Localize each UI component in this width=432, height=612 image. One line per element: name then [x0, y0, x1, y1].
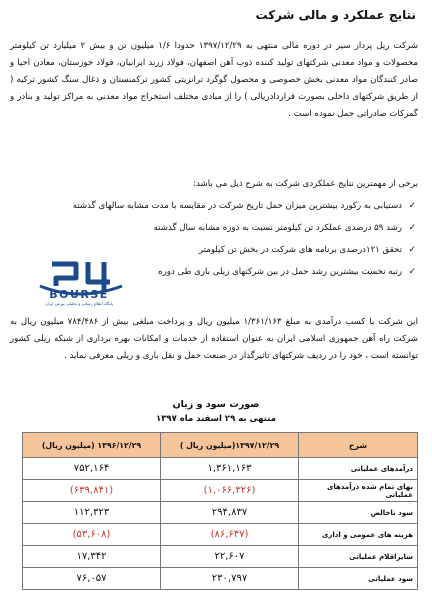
value-1397: ۲۳۰,۷۹۷ [161, 568, 299, 590]
value-1396: ۱۱۲,۳۲۳ [23, 502, 161, 524]
table-subtitle: منتهی به ۲۹ اسفند ماه ۱۳۹۷ [156, 414, 276, 424]
row-label: بهای تمام شده درآمدهای عملیاتی [299, 480, 418, 502]
value-1396: ۱۷,۳۴۲ [23, 546, 161, 568]
row-label: درآمدهای عملیاتی [299, 458, 418, 480]
value-1397: ۲۲,۶۰۷ [161, 546, 299, 568]
value-1397: ۲۹۴,۸۳۷ [161, 502, 299, 524]
logo-wordmark: BOURSE [49, 288, 109, 301]
value-1397: (۸۶,۶۴۷) [161, 524, 299, 546]
table-row [23, 502, 418, 524]
row-label: سود عملیاتی [299, 568, 418, 590]
value-1396: (۵۳,۶۰۸) [23, 524, 161, 546]
logo-subtitle: پایگاه اطلاع رسانی و تحلیلی بورس ایران [45, 301, 113, 306]
list-item-text: تحقق ۱۲۱درصدی برنامه های شرکت در بخش تن کیلومتر [198, 245, 402, 255]
table-header-row [23, 433, 418, 458]
table-row [23, 546, 418, 568]
paragraph-revenue: این شرکت با کسب درآمدی به مبلغ ۱/۳۶۱/۱۶۳ میلیون ریال و پرداخت مبلغی بیش از ۷۸۴/۴۸۶ میلیون ریال به شرکت راه آهن جمهوری اسلامی ایران به عنوان استفاده از خدمات و امکانات بهره برداری از شبکه ریلی کشور توانسته است ، خود را در ردیف شرکتهای تاثیرگذار در صنعت حمل و نقل باری و ریلی معرفی نماید . [10, 317, 418, 361]
paragraph-results-intro: برخی از مهمترین نتایج عملکردی شرکت به شرح ذیل می باشد: [193, 179, 418, 189]
table-row [23, 524, 418, 546]
list-item-text: دستیابی به رکورد بیشترین میزان حمل تاریخ شرکت در مقایسه با مدت مشابه سالهای گذشته [72, 201, 402, 211]
section-heading: نتایج عملکرد و مالی شرکت [255, 8, 416, 22]
column-header-1397: ۱۳۹۷/۱۲/۲۹(میلیون ریال ) [161, 433, 299, 458]
table-title: صورت سود و زیان [172, 399, 260, 410]
column-header-1396: ۱۳۹۶/۱۲/۲۹ (میلیون ریال) [23, 433, 161, 458]
value-1396: ۷۵۲,۱۶۴ [23, 458, 161, 480]
list-item-text: رشد ۵۹ درصدی عملکرد تن کیلومتر نسبت به دوره مشابه سال گذشته [153, 223, 402, 233]
paragraph-performance-summary: شرکت ریل پرداز سیر در دوره مالی منتهی به ۱۳۹۷/۱۲/۲۹ حدودا ۱/۶ میلیون تن و بیش ۲ میلیارد تن کیلومتر محصولات و مواد معدنی شرکتهای تولید کننده ذوب آهن اصفهان، فولاد زرند ایرانیان، فولاد خوزستان، معادن احیا و صادر کنندگان مواد معدنی بخش خصوصی و محصول گوگرد ترانزیتی کشور ترکمنستان و ذغال سنگ کشور ترکیه ( از طریق شرکتهای داخلی بصورت قراردادریالی ) را از مبادی مختلف استخراج مواد معدنی به مراکز تولید و بنادر و گمرکات صادراتی حمل نموده است . [10, 41, 418, 119]
table-row [23, 458, 418, 480]
table-row [23, 480, 418, 502]
row-label: سایراقلام عملیاتی [299, 546, 418, 568]
list-item [70, 222, 416, 244]
check-icon: ✓ [408, 201, 416, 211]
value-1396: (۶۳۹,۸۴۱) [23, 480, 161, 502]
check-icon: ✓ [408, 223, 416, 233]
column-header-description: شرح [299, 433, 418, 458]
check-icon: ✓ [408, 267, 416, 277]
row-label: هزینه های عمومی و اداری [299, 524, 418, 546]
income-statement-table [22, 432, 418, 590]
value-1397: (۱,۰۶۶,۳۲۶) [161, 480, 299, 502]
row-label: سود ناخالص [299, 502, 418, 524]
list-item-text: رتبه نخست بیشترین رشد حمل در بین شرکتهای ریلی باری طی دوره [158, 267, 402, 277]
check-icon: ✓ [408, 245, 416, 255]
list-item [70, 200, 416, 222]
value-1397: ۱,۳۶۱,۱۶۳ [161, 458, 299, 480]
table-row [23, 568, 418, 590]
value-1396: ۷۶,۰۵۷ [23, 568, 161, 590]
